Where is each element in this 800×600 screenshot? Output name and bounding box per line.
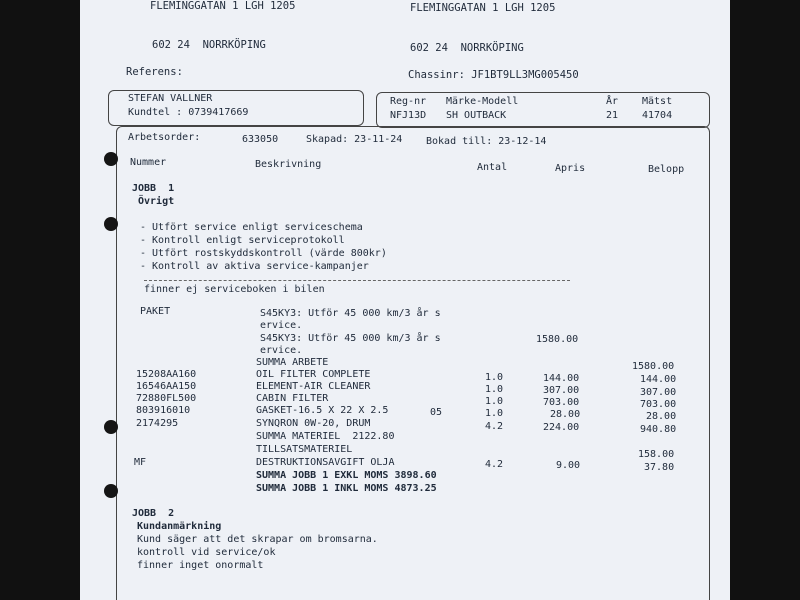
order-label: Arbetsorder: (128, 132, 201, 143)
part-total: 28.00 (646, 411, 677, 422)
part-description: ELEMENT-AIR CLEANER (256, 381, 371, 392)
col-apris: Apris (555, 163, 586, 174)
model-label: Märke-Modell (446, 96, 519, 107)
tillsats-label: TILLSATSMATERIEL (256, 444, 353, 455)
col-belopp: Belopp (648, 164, 685, 175)
sender-right-street: FLEMINGGATAN 1 LGH 1205 (410, 2, 556, 14)
vehicle-model: SH OUTBACK (446, 110, 507, 121)
referens-label: Referens: (126, 66, 183, 78)
job2-line: finner inget onormalt (137, 560, 264, 571)
part-total: 703.00 (640, 399, 677, 410)
job1-note: finner ej serviceboken i bilen (144, 284, 325, 295)
col-antal: Antal (477, 162, 508, 173)
job1-bullet: - Kontroll enligt serviceprotokoll (140, 235, 345, 246)
part-qty: 4.2 (485, 421, 504, 432)
invoice-paper (80, 0, 730, 600)
job1-bullet: - Kontroll av aktiva service-kampanjer (140, 261, 369, 272)
job2-title: JOBB 2 (132, 508, 175, 519)
part-description: SYNQRON 0W-20, DRUM (256, 418, 371, 429)
customer-name: STEFAN VALLNER (128, 93, 213, 104)
summa-arbete-total: 1580.00 (632, 361, 675, 372)
part-number: 803916010 (136, 405, 191, 416)
mf-description: DESTRUKTIONSAVGIFT OLJA (256, 457, 395, 468)
job2-line: Kund säger att det skrapar om bromsarna. (137, 534, 378, 545)
tillsats-total: 158.00 (638, 449, 675, 460)
sender-left-postal: 602 24 NORRKÖPING (152, 39, 266, 51)
part-qty: 1.0 (485, 396, 504, 407)
punch-hole (104, 420, 118, 434)
summa-inkl-moms: SUMMA JOBB 1 INKL MOMS 4873.25 (256, 483, 437, 494)
part-number: 15208AA160 (136, 369, 197, 380)
part-price: 307.00 (543, 385, 580, 396)
summa-arbete-label: SUMMA ARBETE (256, 357, 329, 368)
part-description: OIL FILTER COMPLETE (256, 369, 371, 380)
col-beskrivning: Beskrivning (255, 159, 322, 170)
part-total: 144.00 (640, 374, 677, 385)
summa-exkl-moms: SUMMA JOBB 1 EXKL MOMS 3898.60 (256, 470, 437, 481)
paket-line: S45KY3: Utför 45 000 km/3 år s (260, 308, 441, 319)
reg-number: NFJ13D (390, 110, 427, 121)
vehicle-year: 21 (606, 110, 619, 121)
part-number: 16546AA150 (136, 381, 197, 392)
job1-bullet: - Utfört service enligt serviceschema (140, 222, 363, 233)
odometer-label: Mätst (642, 96, 673, 107)
dashed-separator (144, 280, 570, 281)
mf-total: 37.80 (644, 462, 675, 473)
punch-hole (104, 152, 118, 166)
part-description: GASKET-16.5 X 22 X 2.5 (256, 405, 389, 416)
part-number: 2174295 (136, 418, 179, 429)
part-price: 703.00 (543, 397, 580, 408)
part-extra: 05 (430, 407, 443, 418)
paket-price: 1580.00 (536, 334, 579, 345)
job2-subtitle: Kundanmärkning (137, 521, 222, 532)
paket-label: PAKET (140, 306, 171, 317)
paket-line: ervice. (260, 320, 303, 331)
odometer-value: 41704 (642, 110, 673, 121)
part-price: 224.00 (543, 422, 580, 433)
sender-right-postal: 602 24 NORRKÖPING (410, 42, 524, 54)
chassis-number: Chassinr: JF1BT9LL3MG005450 (408, 69, 579, 81)
part-total: 307.00 (640, 387, 677, 398)
punch-hole (104, 217, 118, 231)
punch-hole (104, 484, 118, 498)
part-price: 144.00 (543, 373, 580, 384)
summa-materiel: SUMMA MATERIEL 2122.80 (256, 431, 395, 442)
order-booked: Bokad till: 23-12-14 (426, 136, 547, 147)
order-created: Skapad: 23-11-24 (306, 134, 403, 145)
customer-phone: Kundtel : 0739417669 (128, 107, 249, 118)
mf-number: MF (134, 457, 147, 468)
job1-subtitle: Övrigt (138, 196, 175, 207)
paket-line: ervice. (260, 345, 303, 356)
job1-title: JOBB 1 (132, 183, 175, 194)
reg-label: Reg-nr (390, 96, 427, 107)
mf-qty: 4.2 (485, 459, 504, 470)
job2-line: kontroll vid service/ok (137, 547, 276, 558)
part-qty: 1.0 (485, 372, 504, 383)
mf-price: 9.00 (556, 460, 581, 471)
part-qty: 1.0 (485, 384, 504, 395)
part-total: 940.80 (640, 424, 677, 435)
sender-left-street: FLEMINGGATAN 1 LGH 1205 (150, 0, 296, 12)
paket-line: S45KY3: Utför 45 000 km/3 år s (260, 333, 441, 344)
job1-bullet: - Utfört rostskyddskontroll (värde 800kr) (140, 248, 387, 259)
col-nummer: Nummer (130, 157, 167, 168)
part-qty: 1.0 (485, 408, 504, 419)
order-number: 633050 (242, 134, 279, 145)
part-description: CABIN FILTER (256, 393, 329, 404)
part-number: 72880FL500 (136, 393, 197, 404)
part-price: 28.00 (550, 409, 581, 420)
year-label: År (606, 96, 619, 107)
